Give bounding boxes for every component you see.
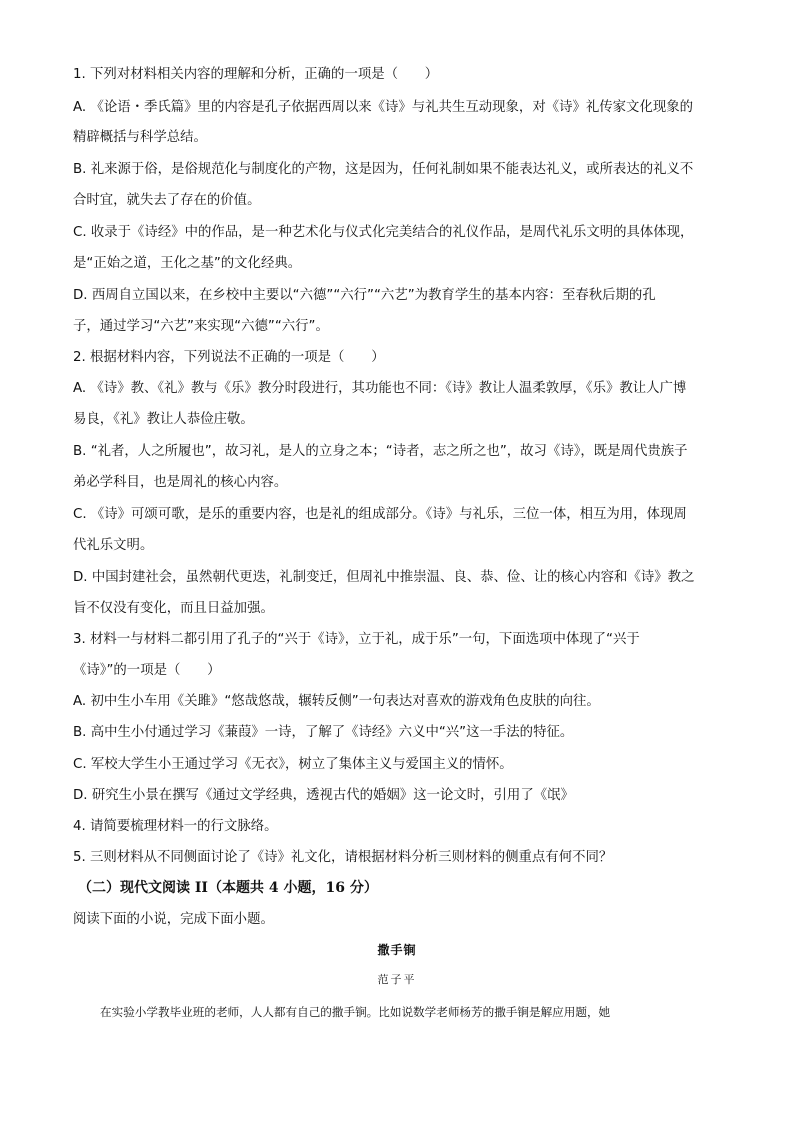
q1-option-a-line2: 精辟概括与科学总结。: [73, 130, 207, 145]
q1-option-d-line1: D. 西周自立国以来，在乡校中主要以“六德”“六行”“六艺”为教育学生的基本内容：至春秋后期的孔: [73, 288, 656, 303]
q1-option-b-line1: B. 礼来源于俗，是俗规范化与制度化的产物，这是因为，任何礼制如果不能表达礼义，或所表达的礼义不: [73, 162, 694, 177]
q2-option-b-line1: B. “礼者，人之所履也”，故习礼，是人的立身之本；“诗者，志之所之也”，故习《诗》，既是周代贵族子: [73, 444, 688, 459]
q1-option-d-line2: 子，通过学习“六艺”来实现“六德”“六行”。: [73, 319, 329, 334]
q2-stem: 2. 根据材料内容，下列说法不正确的一项是（ ）: [73, 350, 385, 365]
q5-stem: 5. 三则材料从不同侧面讨论了《诗》礼文化，请根据材料分析三则材料的侧重点有何不同？: [73, 850, 613, 865]
q2-option-d-line2: 旨不仅没有变化，而且日益加强。: [73, 601, 274, 616]
q2-option-c-line2: 代礼乐文明。: [73, 538, 154, 553]
q1-stem: 1. 下列对材料相关内容的理解和分析，正确的一项是（ ）: [73, 67, 439, 82]
q2-option-b-line2: 弟必学科目，也是周礼的核心内容。: [73, 475, 288, 490]
q2-option-d-line1: D. 中国封建社会，虽然朝代更迭，礼制变迁，但周礼中推崇温、良、恭、俭、让的核心内容和《诗》教之: [73, 570, 695, 585]
q2-option-c-line1: C. 《诗》可颂可歌，是乐的重要内容，也是礼的组成部分。《诗》与礼乐，三位一体，相互为用，体现周: [73, 507, 687, 522]
story-first-line: 在实验小学教毕业班的老师，人人都有自己的撒手锏。比如说数学老师杨芳的撒手锏是解应用题，她: [100, 1005, 611, 1019]
q4-stem: 4. 请简要梳理材料一的行文脉络。: [73, 819, 278, 834]
q3-option-c: C. 军校大学生小王通过学习《无衣》，树立了集体主义与爱国主义的情怀。: [73, 757, 513, 772]
q1-option-c-line1: C. 收录于《诗经》中的作品，是一种艺术化与仪式化完美结合的礼仪作品，是周代礼乐文明的具体体现，: [73, 225, 694, 240]
q3-stem-line1: 3. 材料一与材料二都引用了孔子的“兴于《诗》，立于礼，成于乐”一句，下面选项中体现了“兴于: [73, 632, 640, 647]
q3-option-d: D. 研究生小景在撰写《通过文学经典，透视古代的婚姻》这一论文时，引用了《氓》: [73, 788, 574, 803]
q1-option-c-line2: 是“正始之道，王化之基”的文化经典。: [73, 256, 302, 271]
q2-option-a-line1: A. 《诗》教、《礼》教与《乐》教分时段进行，其功能也不同：《诗》教让人温柔敦厚，《乐》教让人广博: [73, 381, 687, 396]
q1-option-b-line2: 合时宜，就失去了存在的价值。: [73, 193, 261, 208]
q2-option-a-line2: 易良，《礼》教让人恭俭庄敬。: [73, 412, 254, 427]
section-instruction: 阅读下面的小说，完成下面小题。: [73, 912, 274, 927]
section-heading: （二）现代文阅读 II（本题共 4 小题，16 分）: [78, 880, 378, 896]
story-author: 范子平: [377, 973, 417, 986]
story-title: 撒手锏: [377, 943, 417, 957]
q1-option-a-line1: A. 《论语・季氏篇》里的内容是孔子依据西周以来《诗》与礼共生互动现象，对《诗》礼传家文化现象的: [73, 100, 694, 115]
q3-option-a: A. 初中生小车用《关雎》“悠哉悠哉，辗转反侧”一句表达对喜欢的游戏角色皮肤的向往。: [73, 694, 600, 709]
q3-option-b: B. 高中生小付通过学习《蒹葭》一诗，了解了《诗经》六义中“兴”这一手法的特征。: [73, 725, 574, 740]
q3-stem-line2: 《诗》”的一项是（ ）: [73, 663, 221, 678]
